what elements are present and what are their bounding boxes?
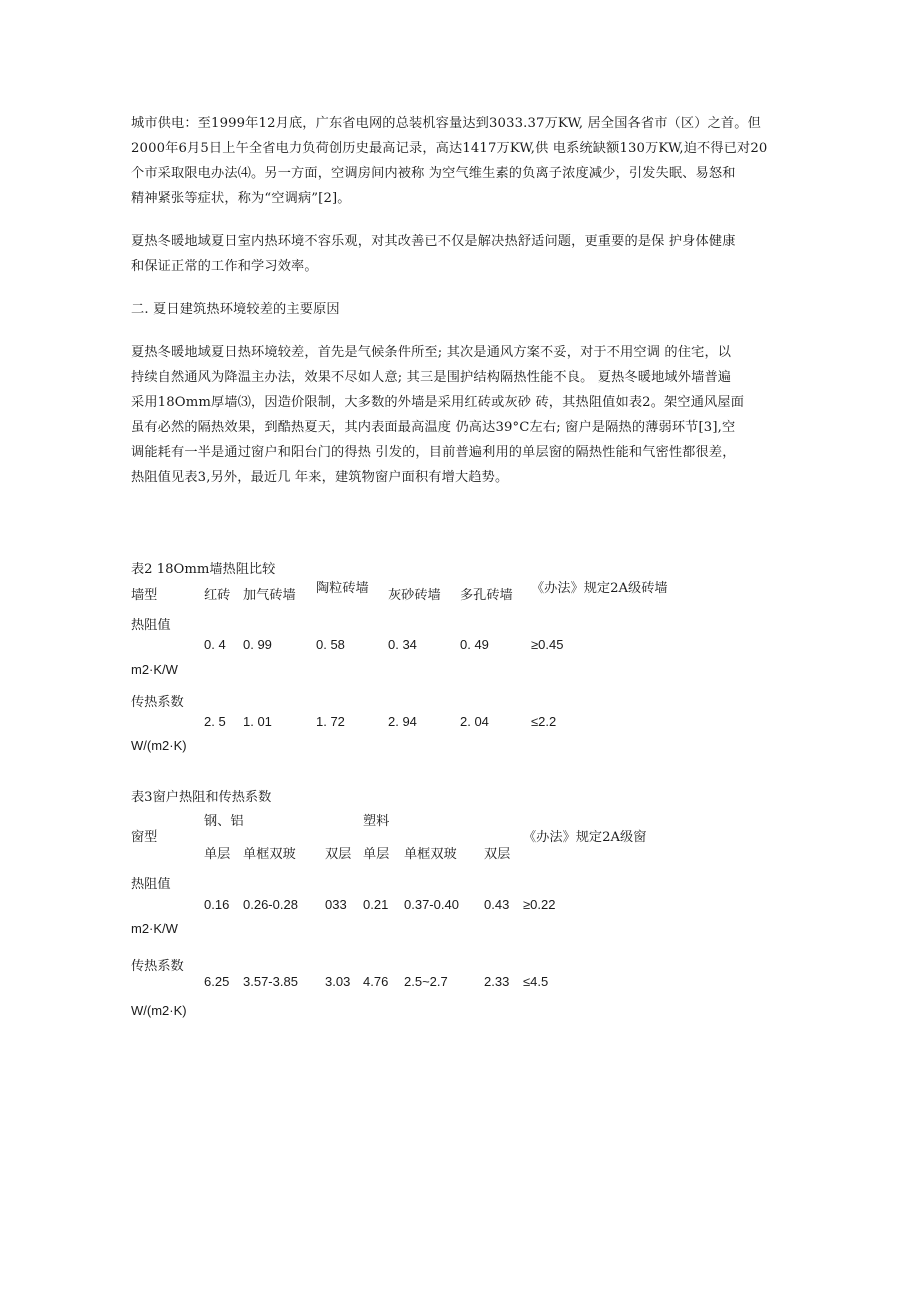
subcolumn-header: 单框双玻: [243, 847, 296, 862]
table-cell: 0.43: [484, 897, 510, 912]
text-line: 采用18Omm厚墙⑶，因造价限制，大多数的外墙是采用红砖或灰砂 砖，其热阻值如表2。架空通风屋面: [131, 395, 745, 410]
row-label: 热阻值: [131, 877, 171, 892]
row-label: 热阻值: [131, 618, 171, 633]
text-line: 城市供电：至1999年12月底，广东省电网的总装机容量达到3033.37万KW, 居全国各省市（区）之首。但: [131, 116, 761, 131]
table-cell: 2.33: [484, 974, 510, 989]
paragraph-main-reasons: [131, 340, 807, 490]
table-cell: 3.03: [325, 974, 351, 989]
table-caption: 表2 18Omm墙热阻比较: [131, 562, 276, 577]
text-line: 虽有必然的隔热效果，到酷热夏天，其内表面最高温度 仍高达39°C左右; 窗户是隔热的薄弱环节[3],空: [131, 420, 736, 435]
table-cell: ≥0.22: [523, 897, 556, 912]
text-line: 个市采取限电办法⑷。另一方面，空调房间内被称 为空气维生素的负离子浓度减少，引发失眠、易怒和: [131, 166, 736, 181]
table-cell: 6.25: [204, 974, 230, 989]
text-line: 热阻值见表3,另外，最近几 年来，建筑物窗户面积有增大趋势。: [131, 470, 509, 485]
text-line: 夏热冬暖地域夏日热环境较差，首先是气候条件所至; 其次是通风方案不妥，对于不用空调 的住宅，以: [131, 345, 732, 360]
table-cell: ≤4.5: [523, 974, 549, 989]
table-cell: ≥0.45: [531, 637, 564, 652]
column-group-header: 钢、铝: [204, 814, 244, 829]
subcolumn-header: 单层: [363, 847, 390, 862]
table-cell: 0.37-0.40: [404, 897, 459, 912]
table-cell: 0.16: [204, 897, 230, 912]
row-unit: m2·K/W: [131, 921, 178, 936]
subcolumn-header: 单框双玻: [404, 847, 457, 862]
text-line: 精神紧张等症状，称为“空调病”[2]。: [131, 191, 351, 206]
row-unit: m2·K/W: [131, 662, 178, 677]
table-cell: 0. 4: [204, 637, 226, 652]
table-cell: 033: [325, 897, 347, 912]
row-unit: W/(m2·K): [131, 1003, 187, 1018]
section-heading: 二. 夏日建筑热环境较差的主要原因: [131, 302, 340, 317]
table-cell: 0.21: [363, 897, 389, 912]
table-cell: 0. 58: [316, 637, 345, 652]
table-cell: 0. 34: [388, 637, 417, 652]
paragraph-indoor-environment: [131, 229, 807, 279]
text-line: 和保证正常的工作和学习效率。: [131, 259, 318, 274]
table-cell: 2.5~2.7: [404, 974, 448, 989]
column-header: 《办法》规定2A级砖墙: [531, 581, 668, 596]
subcolumn-header: 双层: [325, 847, 352, 862]
text-line: 调能耗有一半是通过窗户和阳台门的得热 引发的，目前普遍利用的单层窗的隔热性能和气密性都很差，: [131, 445, 736, 460]
subcolumn-header: 单层: [204, 847, 231, 862]
row-label: 传热系数: [131, 695, 184, 710]
column-header: 陶粒砖墙: [316, 581, 369, 596]
table-cell: 4.76: [363, 974, 389, 989]
table-cell: 2. 04: [460, 714, 489, 729]
table-cell: 0.26-0.28: [243, 897, 298, 912]
table-cell: 2. 5: [204, 714, 226, 729]
table-row-header-label: 窗型: [131, 830, 158, 845]
column-header: 红砖: [204, 588, 231, 603]
table-cell: 3.57-3.85: [243, 974, 298, 989]
text-line: 夏热冬暖地域夏日室内热环境不容乐观，对其改善已不仅是解决热舒适问题，更重要的是保 护身体健康: [131, 234, 736, 249]
paragraph-power-supply: [131, 111, 807, 211]
table-cell: ≤2.2: [531, 714, 557, 729]
table-cell: 0. 99: [243, 637, 272, 652]
row-unit: W/(m2·K): [131, 738, 187, 753]
table-cell: 2. 94: [388, 714, 417, 729]
table-row-header-label: 墙型: [131, 588, 158, 603]
subcolumn-header: 双层: [484, 847, 511, 862]
column-header: 加气砖墙: [243, 588, 296, 603]
row-label: 传热系数: [131, 959, 184, 974]
column-header: 《办法》规定2A级窗: [523, 830, 647, 845]
text-line: 2000年6月5日上午全省电力负荷创历史最高记录，高达1417万KW,供 电系统缺额130万KW,迫不得已对20: [131, 141, 768, 156]
text-line: 持续自然通风为降温主办法，效果不尽如人意; 其三是围护结构隔热性能不良。 夏热冬暖地域外墙普遍: [131, 370, 732, 385]
table-cell: 1. 72: [316, 714, 345, 729]
column-group-header: 塑料: [363, 814, 390, 829]
table-cell: 1. 01: [243, 714, 272, 729]
column-header: 多孔砖墙: [460, 588, 513, 603]
table-caption: 表3窗户热阻和传热系数: [131, 790, 272, 805]
table-cell: 0. 49: [460, 637, 489, 652]
column-header: 灰砂砖墙: [388, 588, 441, 603]
